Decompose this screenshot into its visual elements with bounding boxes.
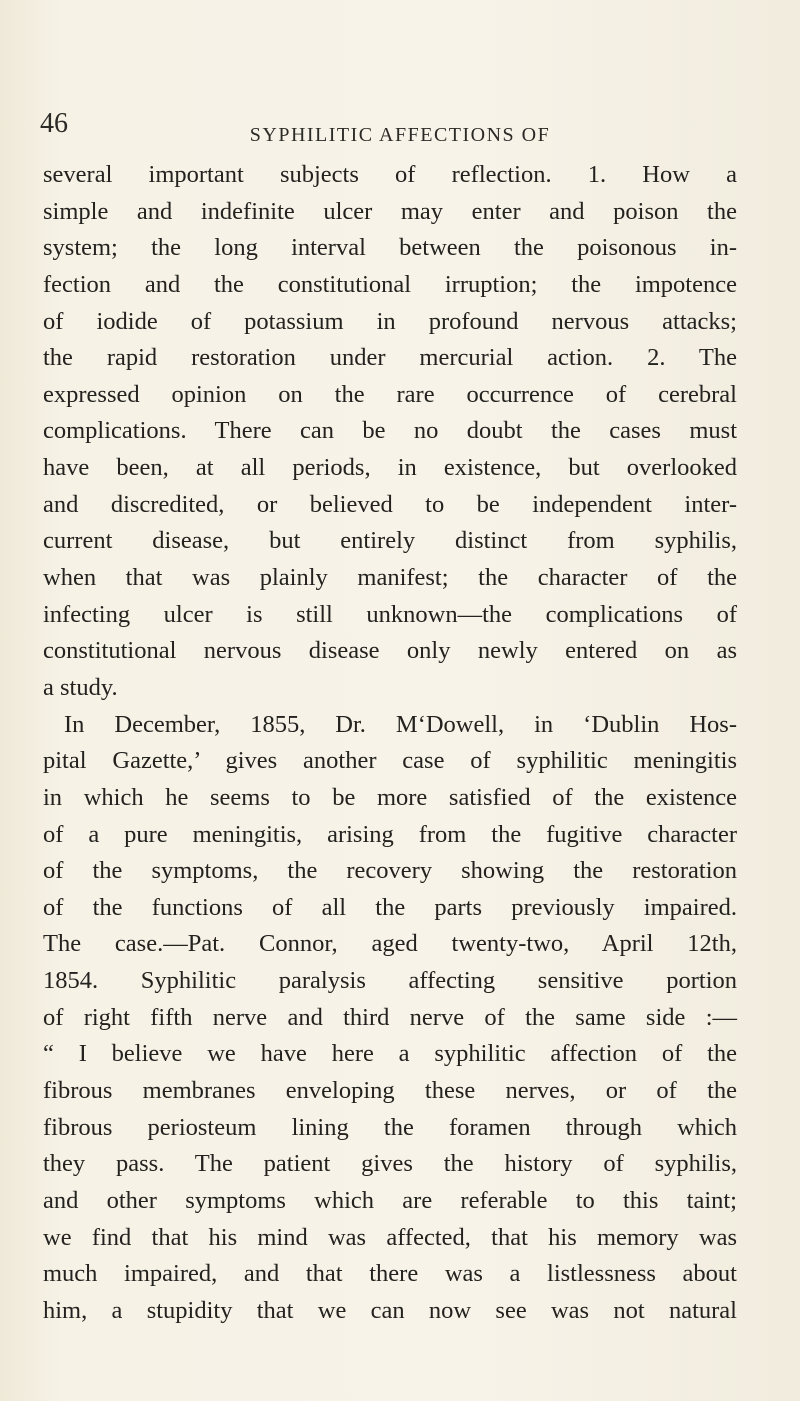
text-line: fection and the constitutional irruption; the impotence xyxy=(43,270,737,298)
text-line: and other symptoms which are referable to this taint; xyxy=(43,1186,737,1214)
text-line: expressed opinion on the rare occurrence of cerebral xyxy=(43,380,737,408)
text-line: and discredited, or believed to be independent inter- xyxy=(43,490,737,518)
page-number: 46 xyxy=(40,108,68,139)
text-line: fibrous periosteum lining the foramen through which xyxy=(43,1113,737,1141)
text-line: current disease, but entirely distinct from syphilis, xyxy=(43,527,737,555)
text-line: fibrous membranes enveloping these nerves, or of the xyxy=(43,1077,737,1105)
text-line: him, a stupidity that we can now see was not natural xyxy=(43,1296,737,1324)
text-line: we find that his mind was affected, that his memory was xyxy=(43,1223,737,1251)
text-line: of a pure meningitis, arising from the fugitive character xyxy=(43,820,737,848)
paragraph-start-line: In December, 1855, Dr. M‘Dowell, in ‘Dublin Hos- xyxy=(64,710,737,738)
text-line: of the functions of all the parts previously impaired. xyxy=(43,893,737,921)
text-line: “ I believe we have here a syphilitic affection of the xyxy=(43,1040,737,1068)
text-line: when that was plainly manifest; the character of the xyxy=(43,564,737,592)
text-line: they pass. The patient gives the history of syphilis, xyxy=(43,1150,737,1178)
text-line: much impaired, and that there was a listlessness about xyxy=(43,1260,737,1288)
text-line: constitutional nervous disease only newly entered on as xyxy=(43,637,737,665)
text-line: pital Gazette,’ gives another case of syphilitic meningitis xyxy=(43,747,737,775)
text-line: of the symptoms, the recovery showing the restoration xyxy=(43,857,737,885)
text-line: simple and indefinite ulcer may enter and poison the xyxy=(43,197,737,225)
paragraph-end-line: a study. xyxy=(43,673,118,701)
text-line: of right fifth nerve and third nerve of the same side :— xyxy=(43,1003,737,1031)
text-line: system; the long interval between the poisonous in- xyxy=(43,234,737,262)
text-line: 1854. Syphilitic paralysis affecting sensitive portion xyxy=(43,967,737,995)
text-line: infecting ulcer is still unknown—the complications of xyxy=(43,600,737,628)
text-line: of iodide of potassium in profound nervous attacks; xyxy=(43,307,737,335)
body-text xyxy=(43,157,737,1330)
text-line: have been, at all periods, in existence, but overlooked xyxy=(43,454,737,482)
text-line: complications. There can be no doubt the cases must xyxy=(43,417,737,445)
text-line: the rapid restoration under mercurial action. 2. The xyxy=(43,344,737,372)
text-line: in which he seems to be more satisfied of the existence xyxy=(43,783,737,811)
text-line: several important subjects of reflection. 1. How a xyxy=(43,161,737,188)
text-line: The case.—Pat. Connor, aged twenty-two, April 12th, xyxy=(43,930,737,958)
running-head: SYPHILITIC AFFECTIONS OF xyxy=(249,124,551,146)
